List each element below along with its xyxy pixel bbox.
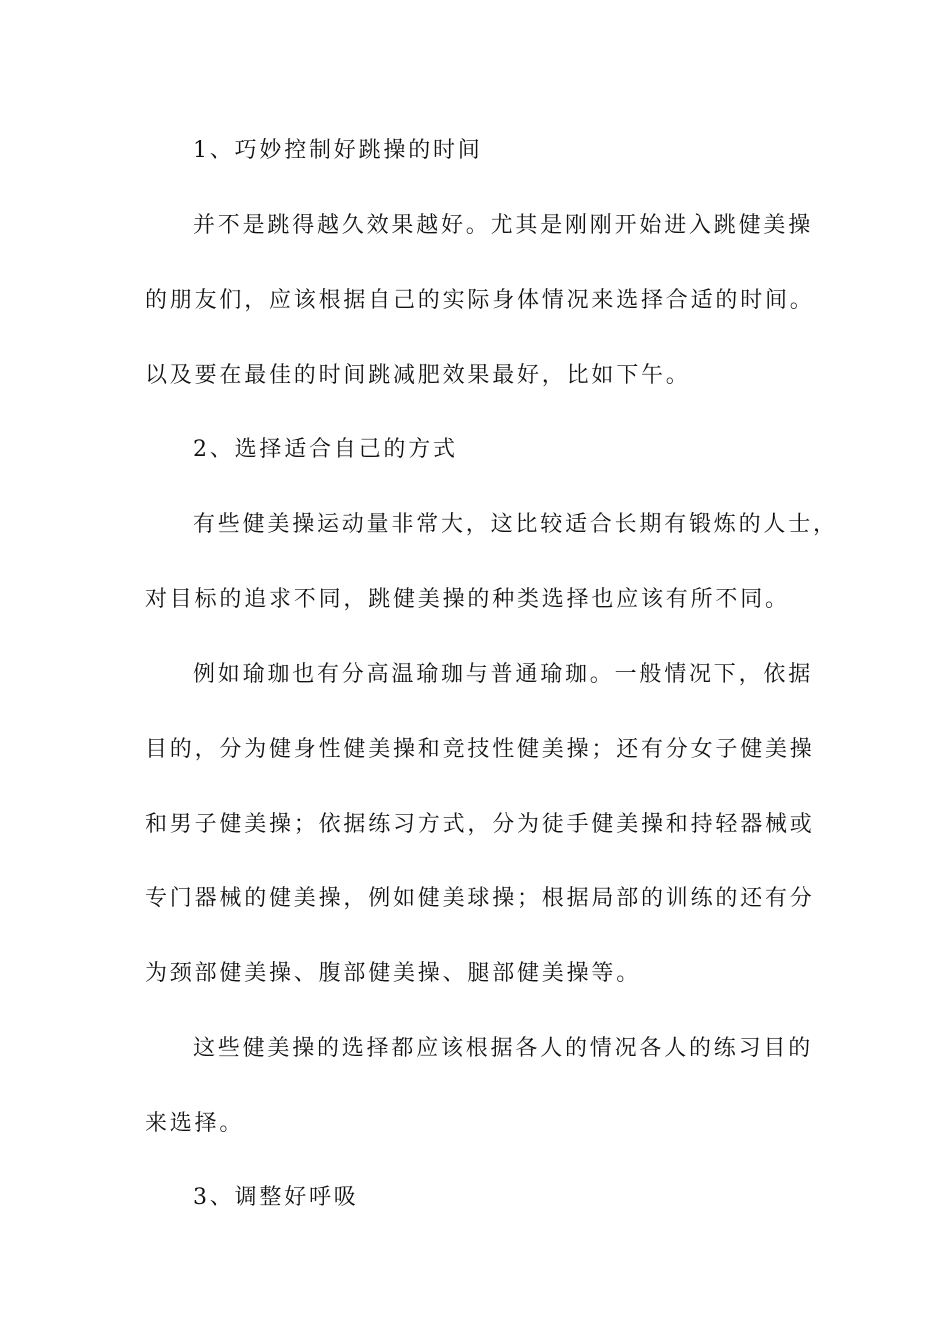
paragraph-line: 目的，分为健身性健美操和竞技性健美操；还有分女子健美操	[145, 737, 815, 762]
paragraph-line: 专门器械的健美操，例如健美球操；根据局部的训练的还有分	[145, 886, 815, 911]
paragraph-line: 来选择。	[145, 1111, 245, 1136]
paragraph-line: 并不是跳得越久效果越好。尤其是刚刚开始进入跳健美操	[193, 213, 814, 238]
paragraph-line: 例如瑜珈也有分高温瑜珈与普通瑜珈。一般情况下，依据	[193, 662, 814, 687]
heading-1: 1、巧妙控制好跳操的时间	[193, 138, 483, 163]
paragraph-line: 有些健美操运动量非常大，这比较适合长期有锻炼的人士，	[193, 512, 838, 537]
paragraph-line: 对目标的追求不同，跳健美操的种类选择也应该有所不同。	[145, 587, 790, 612]
paragraph-line: 和男子健美操；依据练习方式，分为徒手健美操和持轻器械或	[145, 812, 815, 837]
heading-2: 2、选择适合自己的方式	[193, 437, 458, 462]
paragraph-line: 以及要在最佳的时间跳减肥效果最好，比如下午。	[145, 363, 691, 388]
paragraph-line: 为颈部健美操、腹部健美操、腿部健美操等。	[145, 961, 642, 986]
heading-3: 3、调整好呼吸	[193, 1185, 359, 1210]
paragraph-line: 这些健美操的选择都应该根据各人的情况各人的练习目的	[193, 1036, 814, 1061]
paragraph-line: 的朋友们，应该根据自己的实际身体情况来选择合适的时间。	[145, 288, 815, 313]
